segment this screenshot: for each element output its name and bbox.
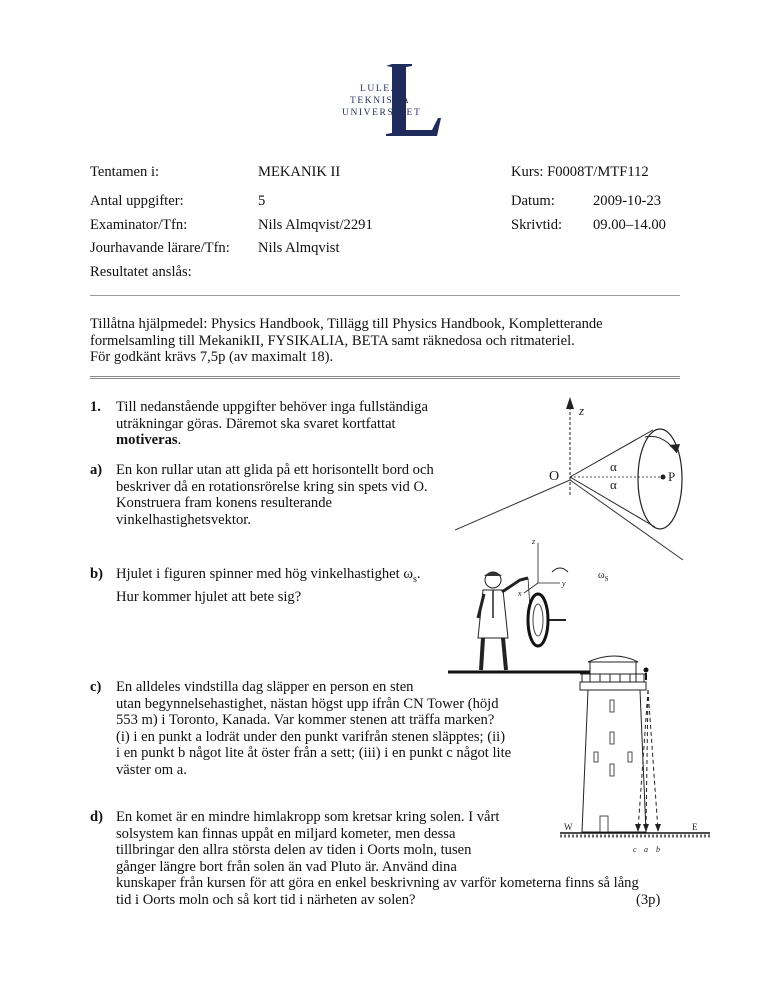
question-intro [116, 399, 428, 449]
header-row-5 [90, 264, 690, 286]
header-label: Antal uppgifter: [90, 193, 184, 209]
header-value: MEKANIK II [258, 164, 341, 180]
part-d-line-3: tillbringar den allra största delen av tiden i Oorts moln, tusen [116, 842, 472, 859]
allowed-line-3: För godkänt krävs 7,5p (av maximalt 18). [90, 349, 334, 365]
tower-e-label: E [692, 822, 698, 832]
tower-w-label: W [564, 822, 573, 832]
part-a-label: a) [90, 462, 103, 478]
allowed-line-1: Tillåtna hjälpmedel: Physics Handbook, Tillägg till Physics Handbook, Kompletterande [90, 316, 603, 332]
intro-end: . [177, 432, 182, 449]
header-right-label: Skrivtid: [511, 217, 563, 233]
part-a-text [116, 462, 434, 528]
intro-line-2: uträkningar göras. Däremot ska svaret kortfattat [116, 415, 396, 432]
part-b-line-1-sub: s [412, 573, 417, 585]
cone-alpha-2: α [610, 477, 617, 492]
cone-z-label: z [579, 403, 585, 418]
university-logo [320, 56, 450, 146]
intro-line-3 [116, 432, 428, 449]
header-row-3 [90, 217, 690, 239]
header-right-label: Kurs: F0008T/MTF112 [511, 164, 649, 180]
part-d-line-6: tid i Oorts moln och så kort tid i närheten av solen? [116, 891, 416, 908]
points-label: (3p) [636, 892, 661, 908]
part-c-line-1: En alldeles vindstilla dag släpper en person en sten [116, 679, 414, 695]
cone-p-label: P [668, 469, 676, 484]
allowed-aids [90, 316, 690, 366]
part-b-line-1-end: . [416, 566, 421, 582]
wheel-z-label: z [532, 538, 536, 546]
header-value: Nils Almqvist [258, 240, 340, 256]
wheel-x-label: x [518, 589, 522, 598]
header-row-4 [90, 240, 690, 262]
header-right-value: 09.00–14.00 [593, 217, 666, 233]
part-a-line-3: Konstruera fram konens resulterande [116, 495, 332, 512]
part-b-label: b) [90, 566, 103, 582]
part-d-text [116, 809, 676, 909]
header-label: Jourhavande lärare/Tfn: [90, 240, 230, 256]
divider-1 [90, 295, 680, 296]
logo-line-1: LULEÅ [360, 84, 400, 94]
wheel-omega-label: $\omega_S$ [598, 570, 609, 583]
tower-b-label: b [656, 845, 660, 854]
part-c-line-2: utan begynnelsehastighet, nästan högst upp ifrån CN Tower (höjd [116, 695, 499, 712]
part-d-line-5: kunskaper från kursen för att göra en enkel beskrivning av varför kometerna finns så lång [116, 875, 639, 892]
part-b-line-1 [116, 566, 421, 589]
part-c-line-3: 553 m) i Toronto, Kanada. Var kommer stenen att träffa marken? [116, 712, 495, 729]
part-d-line-2: solsystem kan finnas uppåt en miljard kometer, men dessa [116, 825, 456, 842]
part-d-line-4: gånger längre bort från solen än vad Pluto är. Använd dina [116, 858, 457, 875]
divider-2 [90, 376, 680, 379]
part-c-label: c) [90, 679, 102, 695]
header-right-label: Datum: [511, 193, 555, 209]
part-c-line-4: (i) i en punkt a lodrät under den punkt varifrån stenen släpptes; (ii) [116, 728, 506, 745]
header-row-1 [90, 164, 690, 186]
tower-c-label: c [633, 845, 637, 854]
allowed-line-2: formelsamling till MekanikII, FYSIKALIA, BETA samt räknedosa och ritmateriel. [90, 332, 575, 349]
part-a-line-1: En kon rullar utan att glida på ett horisontellt bord och [116, 462, 434, 478]
tower-a-label: a [644, 845, 648, 854]
part-c-text [116, 679, 511, 779]
cone-o-label: O [549, 469, 560, 484]
part-c-line-5: i en punkt b något lite åt öster från a sett; (iii) i en punkt c något lite [116, 745, 512, 762]
part-a-line-2: beskriver då en rotationsrörelse kring sin spets vid O. [116, 478, 428, 495]
header-label: Examinator/Tfn: [90, 217, 188, 233]
intro-line-1: Till nedanstående uppgifter behöver inga fullständiga [116, 399, 428, 415]
part-d-line-1: En komet är en mindre himlakropp som kretsar kring solen. I vårt [116, 809, 500, 825]
intro-bold-word: motiveras [116, 432, 178, 449]
cone-alpha-1: α [610, 459, 617, 474]
header-value: Nils Almqvist/2291 [258, 217, 373, 233]
part-b-line-2: Hur kommer hjulet att bete sig? [116, 588, 302, 605]
logo-line-3: UNIVERSITET [342, 108, 422, 118]
question-number: 1. [90, 399, 101, 415]
part-d-label: d) [90, 809, 103, 825]
part-b-text [116, 566, 421, 605]
header-right-value: 2009-10-23 [593, 193, 662, 209]
header-label: Resultatet anslås: [90, 264, 192, 280]
header-value: 5 [258, 193, 266, 209]
header-label: Tentamen i: [90, 164, 160, 180]
part-b-line-1-start: Hjulet i figuren spinner med hög vinkelhastighet ω [116, 566, 413, 582]
wheel-y-label: y [562, 579, 566, 588]
part-c-line-6: väster om a. [116, 761, 187, 778]
logo-line-2: TEKNISKA [350, 96, 411, 106]
part-a-line-4: vinkelhastighetsvektor. [116, 511, 251, 528]
header-row-2 [90, 193, 690, 215]
